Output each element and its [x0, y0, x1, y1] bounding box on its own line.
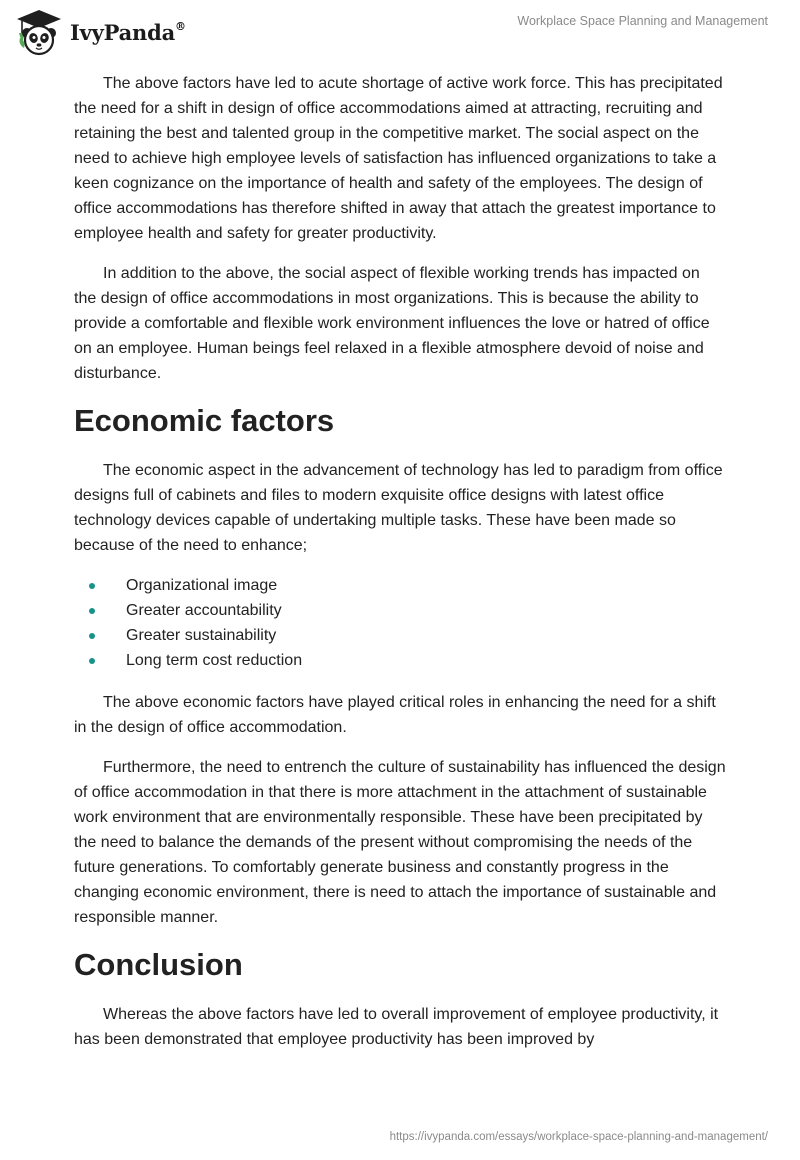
ivypanda-logo[interactable]	[14, 8, 186, 56]
bullet-icon	[89, 608, 95, 614]
bullet-icon	[89, 583, 95, 589]
paragraph: The above factors have led to acute shortage of active work force. This has precipitated the need for a shift in design of office accommodations aimed at attracting, recruiting and retaining the best and talented group in the competitive market. The social aspect on the need to achieve high employee levels of satisfaction has influenced organizations to take a keen cognizance on the importance of health and safety of the employees. The design of office accommodations has therefore shifted in away that attach the greatest importance to employee health and safety for greater productivity.	[74, 75, 723, 242]
list-item: Organizational image	[74, 573, 726, 598]
section-heading-economic-factors: Economic factors	[74, 403, 335, 438]
bullet-icon	[89, 633, 95, 639]
brand-name: IvyPanda®	[70, 19, 186, 45]
paragraph: Furthermore, the need to entrench the culture of sustainability has influenced the design of office accommodation in that there is more attachment in the attachment of sustainable work environment that are environmentally responsible. These have been precipitated by the need to balance the demands of the present without compromising the needs of the future generations. To comfortably generate business and constantly progress in the changing economic environment, there is need to attach the importance of sustainable and responsible manner.	[74, 759, 726, 926]
paragraph: The above economic factors have played critical roles in enhancing the need for a shift in the design of office accommodation.	[74, 694, 716, 736]
list-item: Greater accountability	[74, 598, 726, 623]
source-url[interactable]: https://ivypanda.com/essays/workplace-space-planning-and-management/	[389, 1131, 768, 1143]
paragraph: The economic aspect in the advancement of technology has led to paradigm from office designs full of cabinets and files to modern exquisite office designs with latest office technology devices capable of undertaking multiple tasks. These have been made so because of the need to enhance;	[74, 462, 723, 554]
section-heading-conclusion: Conclusion	[74, 947, 243, 982]
list-item: Long term cost reduction	[74, 648, 726, 673]
bullet-list	[74, 573, 726, 673]
bullet-icon	[89, 658, 95, 664]
essay-content	[74, 71, 726, 1067]
document-title: Workplace Space Planning and Management	[517, 14, 768, 28]
registered-mark: ®	[175, 19, 186, 33]
paragraph: Whereas the above factors have led to overall improvement of employee productivity, it has been demonstrated that employee productivity has been improved by	[74, 1006, 719, 1048]
page-header	[0, 0, 800, 66]
paragraph: In addition to the above, the social aspect of flexible working trends has impacted on the design of office accommodations in most organizations. This is because the ability to provide a comfortable and flexible work environment influences the love or hatred of office on an employee. Human beings feel relaxed in a flexible atmosphere devoid of noise and disturbance.	[74, 265, 710, 382]
panda-logo-icon	[14, 8, 64, 56]
list-item: Greater sustainability	[74, 623, 726, 648]
